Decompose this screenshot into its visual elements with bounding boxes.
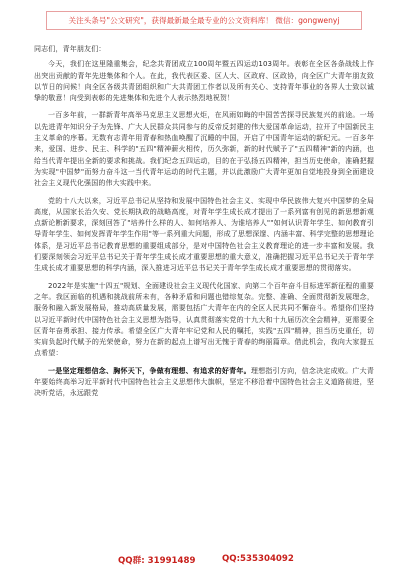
paragraph-4: 2022年是实施"十四五"规划、全面建设社会主义现代化国家、向第二个百年奋斗目标进军新征程的重要之年。我区面临的机遇和挑战前所未有，各种矛盾和问题也错综复杂。完整、准确、全面贯彻新发展理念，服务和融入新发展格局，推动高质量发展，需要包括广大青年在内的全区人民共同不懈奋斗。希望你们坚持以习近平新时代中国特色社会主义思想为指导，认真贯彻落实党的十九大和十九届历次全会精神，更需要全区青年奋勇承担、接力传承。希望全区广大青年牢记党和人民的嘱托，实践"五四"精神，担当历史重任，切实肩负起时代赋予的光荣使命，努力在新的起点上谱写出无愧于青春的绚丽篇章。借此机会，我向大家提五点希望： [34,281,374,358]
paragraph-5-text: 理想指引方向，信念决定成败。广大青年要始终高举习近平新时代中国特色社会主义思想伟大旗帜，坚定不移沿着中国特色社会主义道路前进，坚决听党话，永远跟党 [34,366,374,398]
document-body [34,44,374,406]
footer-qq-group: QQ群: 31991489 [118,556,196,566]
paragraph-2: 一百多年前，一群新青年高举马克思主义思想火炬，在风雨如晦的中国苦苦探寻民族复兴的前途。一场以先进青年知识分子为先锋、广大人民群众共同参与的反帝反封建的伟大爱国革命运动，拉开了中国新民主主义革命的序幕。无数有志青年用青春和热血唤醒了沉睡的中国，开启了中国青年运动的新纪元。一百多年来，爱国、进步、民主、科学的"五四"精神薪火相传，历久弥新，新的时代赋予了"五四精神"新的内涵，也给当代青年提出全新的要求和挑战。我们纪念五四运动，目的在于弘扬五四精神，担当历史使命，准确把握为实现"中国梦"而努力奋斗这一当代青年运动的时代主题，并以此激励广大青年更加自觉地投身到全面建设社会主义现代化强国的伟大实践中来。 [34,111,374,188]
salutation: 同志们，青年朋友们： [34,45,106,53]
footer-qq-number: QQ:535304092 [222,554,294,564]
footer-contact [0,554,408,568]
paragraph-5 [34,366,374,400]
top-banner: 关注头条号"公文研究"，获得最新最全最专业的公文资料库！ 微信：gongwenyj [46,11,362,30]
paragraph-5-heading: 一是坚定理想信念、胸怀天下，争做有理想、有追求的好青年。 [48,366,251,375]
paragraph-3: 党的十八大以来，习近平总书记从坚持和发展中国特色社会主义、实现中华民族伟大复兴中国梦的全局高度，从国家长治久安、党长期执政的战略高度，对青年学生成长成才提出了一系列富有创见的新思想新观点新论断新要求，深刻回答了"培养什么样的人、如何培养人、为谁培养人""如何认识青年学生、如何教育引导青年学生、如何发挥青年学生作用"等一系列重大问题，形成了思想深邃、内涵丰富、科学完整的思想理论体系，是习近平总书记教育思想的重要组成部分，是对中国特色社会主义教育理论的进一步丰富和发展。我们要深刻领会习近平总书记关于青年学生成长成才重要思想的重大意义，准确把握习近平总书记关于青年学生成长成才重要思想的科学内涵，深入推进习近平总书记关于青年学生成长成才重要思想的贯彻落实。 [34,196,374,273]
paragraph-1: 今天，我们在这里隆重集会，纪念共青团成立100周年暨五四运动103周年。表彰在全区各条战线上作出突出贡献的青年先进集体和个人。在此，我代表区委、区人大、区政府、区政协，向全区广大青年朋友致以节日的问候！向全区各级共青团组织和广大共青团工作者以及所有关心、支持青年事业的各界人士致以诚挚的敬意！向受到表彰的先进集体和先进个人表示热烈地祝贺！ [34,60,374,103]
